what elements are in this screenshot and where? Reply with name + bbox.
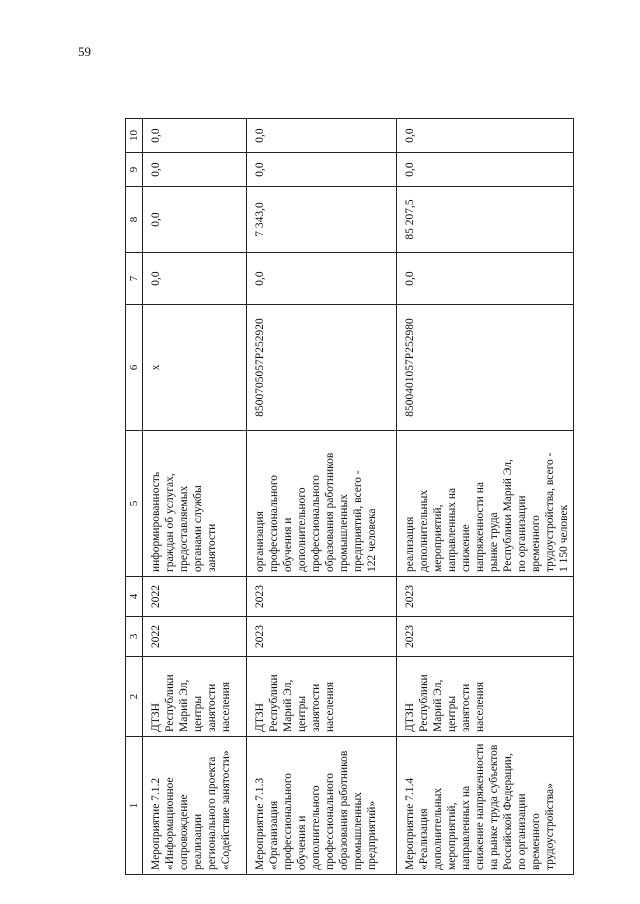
table-row bbox=[397, 119, 574, 875]
value-cell: 0,0 bbox=[143, 119, 247, 153]
header-row bbox=[126, 119, 143, 875]
value-cell: 0,0 bbox=[143, 187, 247, 253]
budget-code-cell: х bbox=[143, 305, 247, 431]
executor-cell: ДТЗН Республики Марий Эл, центры занятости населения bbox=[247, 657, 397, 737]
header-cell: 4 bbox=[126, 577, 143, 617]
value-cell: 0,0 bbox=[397, 253, 574, 305]
value-cell: 0,0 bbox=[397, 119, 574, 153]
start-year-cell: 2022 bbox=[143, 617, 247, 657]
header-cell: 2 bbox=[126, 657, 143, 737]
end-year-cell: 2022 bbox=[143, 577, 247, 617]
page-number: 59 bbox=[78, 44, 91, 59]
header-cell: 7 bbox=[126, 253, 143, 305]
start-year-cell: 2023 bbox=[397, 617, 574, 657]
header-cell: 8 bbox=[126, 187, 143, 253]
header-cell: 1 bbox=[126, 737, 143, 875]
start-year-cell: 2023 bbox=[247, 617, 397, 657]
result-cell: организация профессионального обучения и дополнительного профессионального образования работников промышленных предприятий, всего - 122 человека bbox=[247, 431, 397, 577]
value-cell: 0,0 bbox=[143, 253, 247, 305]
value-cell: 85 207,5 bbox=[397, 187, 574, 253]
measure-name-cell: Мероприятие 7.1.3 «Организация профессионального обучения и дополнительного профессионального образования работников промышленных предприятий» bbox=[247, 737, 397, 875]
program-measures-table bbox=[125, 118, 574, 875]
header-cell: 10 bbox=[126, 119, 143, 153]
value-cell: 0,0 bbox=[247, 153, 397, 187]
value-cell: 0,0 bbox=[143, 153, 247, 187]
measure-name-cell: Мероприятие 7.1.2 «Информационное сопровождение реализации регионального проекта «Содействие занятости» bbox=[143, 737, 247, 875]
header-cell: 6 bbox=[126, 305, 143, 431]
measure-name-cell: Мероприятие 7.1.4 «Реализация дополнительных мероприятий, направленных на снижение напряженности на рынке труда субъектов Российской Федерации, по организации временного трудоустройства» bbox=[397, 737, 574, 875]
end-year-cell: 2023 bbox=[247, 577, 397, 617]
budget-code-cell: 8500401057P252980 bbox=[397, 305, 574, 431]
table-row bbox=[143, 119, 247, 875]
value-cell: 0,0 bbox=[397, 153, 574, 187]
executor-cell: ДТЗН Республики Марий Эл, центры занятости населения bbox=[143, 657, 247, 737]
rotated-table-container bbox=[125, 119, 640, 875]
result-cell: информированность граждан об услугах, предоставляемых органами службы занятости bbox=[143, 431, 247, 577]
value-cell: 7 343,0 bbox=[247, 187, 397, 253]
header-cell: 3 bbox=[126, 617, 143, 657]
table-row bbox=[247, 119, 397, 875]
value-cell: 0,0 bbox=[247, 253, 397, 305]
header-cell: 9 bbox=[126, 153, 143, 187]
value-cell: 0,0 bbox=[247, 119, 397, 153]
executor-cell: ДТЗН Республики Марий Эл, центры занятости населения bbox=[397, 657, 574, 737]
budget-code-cell: 8500705057P252920 bbox=[247, 305, 397, 431]
header-cell: 5 bbox=[126, 431, 143, 577]
end-year-cell: 2023 bbox=[397, 577, 574, 617]
result-cell: реализация дополнительных мероприятий, направленных на снижение напряженности на рынке труда Республики Марий Эл, по организации временного трудоустройства, всего - 1 150 человек bbox=[397, 431, 574, 577]
